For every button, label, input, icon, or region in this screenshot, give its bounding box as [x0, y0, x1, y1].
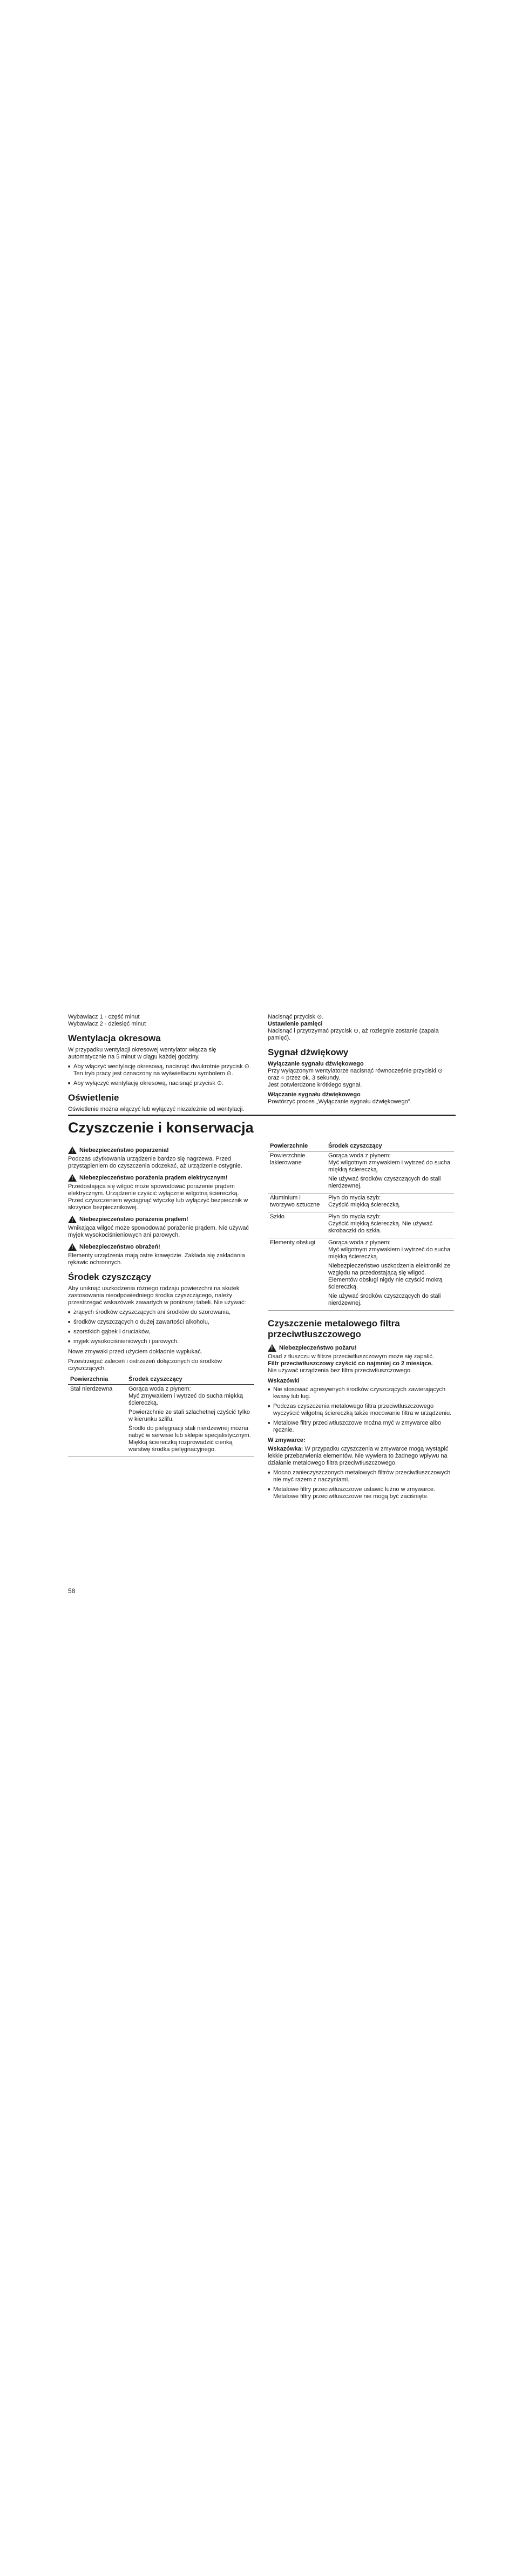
warning-fire-text-2: Nie używać urządzenia bez filtra przeciwtłuszczowego. [268, 1367, 412, 1374]
table-cell-agent: Gorąca woda z płynem: Myć wilgotnym zmywakiem i wytrzeć do sucha miękką ściereczką. Niebezpieczeństwo uszkodzenia elektroniki ze względu na przedostającą się wilgoć. Elementów obsługi nigdy nie czyścić mokrą ściereczką. Nie używać środków czyszczących do stali nierdzewnej. [326, 1238, 454, 1311]
table-cell-surface: Szkło [268, 1212, 326, 1238]
heading-sound-signal: Sygnał dźwiękowy [268, 1047, 349, 1057]
text-cleaning-agent: Aby uniknąć uszkodzenia różnego rodzaju powierzchni na skutek zastosowania nieodpowiedniego środka czyszczącego, należy przestrzegać wskazówek zawartych w poniższej tabeli. Nie używać: [68, 1285, 246, 1306]
table-header: Powierzchnia [68, 1375, 126, 1385]
heading-tips: Wskazówki [268, 1378, 300, 1384]
warning-burn-text: Podczas użytkowania urządzenie bardzo się nagrzewa. Przed przystąpieniem do czyszczenia odczekać, aż urządzenie ostygnie. [68, 1156, 242, 1169]
heading-periodic-ventilation: Wentylacja okresowa [68, 1033, 161, 1043]
list-do-not-use [68, 1309, 254, 1345]
list-item: ■ Metalowe filtry przeciwtłuszczowe ustawić luźno w zmywarce. Metalowe filtry przeciwtłuszczowe nie mogą być zaciśnięte. [268, 1486, 454, 1500]
warning-electric: ! Niebezpieczeństwo porażenia prądem elektrycznym! [68, 1174, 254, 1182]
cleaning-right-column [268, 1142, 454, 1503]
table-cell-surface: Aluminium i tworzywo sztuczne [268, 1193, 326, 1212]
heading-cleaning-agent: Środek czyszczący [68, 1272, 152, 1282]
table-header-row [68, 1375, 254, 1385]
section-header [68, 1119, 456, 1136]
heading-memory: Ustawienie pamięci [268, 1021, 323, 1027]
text-memory: Nacisnąć i przytrzymać przycisk ⊙, aż rozlegnie zostanie (zapala pamięć). [268, 1028, 439, 1041]
top-left-column [68, 1014, 254, 1116]
list-periodic-ventilation [68, 1063, 254, 1087]
text-press-button: Nacisnąć przycisk ⊙. [268, 1014, 324, 1020]
warning-icon [68, 1147, 77, 1154]
table-row [268, 1193, 454, 1212]
table-cell-surface: Powierzchnie lakierowane [268, 1151, 326, 1193]
text-sound-off: Przy wyłączonym wentylatorze nacisnąć równocześnie przyciski ⊙ oraz ○ przez ok. 3 sekundy. [268, 1068, 443, 1081]
warning-shock-text: Wnikająca wilgoć może spowodować porażenie prądem. Nie używać myjek wysokociśnieniowych ani parowych. [68, 1225, 249, 1238]
warning-icon [268, 1344, 276, 1352]
ventilation-note: Ten tryb pracy jest oznaczony na wyświetlaczu symbolem ⊙. [73, 1070, 233, 1077]
table-row [268, 1212, 454, 1238]
table-row [268, 1151, 454, 1193]
warning-fire-text: Osad z tłuszczu w filtrze przeciwtłuszczowym może się zapalić. [268, 1353, 435, 1360]
table-cell-agent: Płyn do mycia szyb: Czyścić miękką ściereczką. [326, 1193, 454, 1212]
text-rinse-sponges: Nowe zmywaki przed użyciem dokładnie wypłukać. [68, 1348, 202, 1355]
page-number: 58 [68, 1587, 76, 1595]
table-cell-agent: Płyn do mycia szyb: Czyścić miękką ściereczką. Nie używać skrobaczki do szkła. [326, 1212, 454, 1238]
subheading-sound-off: Wyłączanie sygnału dźwiękowego [268, 1061, 364, 1067]
list-item: ■ Aby wyłączyć wentylację okresową, nacisnąć przycisk ⊙. [68, 1080, 254, 1087]
table-cell-agent: Gorąca woda z płynem: Myć zmywakiem i wytrzeć do sucha miękką ściereczką. Powierzchnie ze stali szlachetnej czyścić tylko w kierunku szlifu. Środki do pielęgnacji stali nierdzewnej można nabyć w serwisie lub sklepie specjalistycznym. Miękką ściereczką rozprowadzić cienką warstwę środka pielęgnacyjnego. [126, 1385, 254, 1457]
list-item: ■ Metalowe filtry przeciwtłuszczowe można myć w zmywarce albo ręcznie. [268, 1420, 454, 1434]
note-text: W przypadku czyszczenia w zmywarce mogą wystąpić lekkie przebarwienia elementów. Nie wywiera to żadnego wpływu na działanie metalowego filtra przeciwtłuszczowego. [268, 1446, 449, 1466]
table-header: Powierzchnie [268, 1142, 326, 1151]
table-header: Środek czyszczący [326, 1142, 454, 1151]
warning-shock: ! Niebezpieczeństwo porażenia prądem! [68, 1216, 254, 1223]
list-item: ■ Podczas czyszczenia metalowego filtra przeciwtłuszczowego wyczyścić wilgotną ściereczką także mocowanie filtra w urządzeniu. [268, 1403, 454, 1417]
display-line-2: Wybawiacz 2 - dziesięć minut [68, 1021, 146, 1027]
display-line-1: Wybawiacz 1 - część minut [68, 1014, 140, 1020]
table-row [268, 1238, 454, 1311]
list-item: ■ Aby włączyć wentylację okresową, nacisnąć dwukrotnie przycisk ⊙. Ten tryb pracy jest oznaczony na wyświetlaczu symbolem ⊙. [68, 1063, 254, 1077]
list-item: ■ Mocno zanieczyszczonych metalowych filtrów przeciwtłuszczowych nie myć razem z naczyniami. [268, 1469, 454, 1483]
text-follow-instructions: Przestrzegać zaleceń i ostrzeżeń dołączonych do środków czyszczących. [68, 1358, 222, 1372]
warning-icon [68, 1174, 77, 1182]
text-dishwasher [268, 1446, 454, 1467]
cleaning-table-left [68, 1375, 254, 1457]
warning-fire: ! Niebezpieczeństwo pożaru! [268, 1344, 454, 1352]
heading-filter-cleaning: Czyszczenie metalowego filtra przeciwtłuszczowego [268, 1318, 400, 1339]
table-cell-surface: Elementy obsługi [268, 1238, 326, 1311]
text-periodic-ventilation: W przypadku wentylacji okresowej wentylator włącza się automatycznie na 5 minut w ciągu każdej godziny. [68, 1047, 216, 1060]
text-sound-confirm: Jest potwierdzone krótkiego sygnał. [268, 1082, 362, 1088]
list-dishwasher [268, 1469, 454, 1500]
note-lead: Wskazówka: [268, 1446, 303, 1452]
section-rule [68, 1115, 456, 1116]
list-item: ■ środków czyszczących o dużej zawartości alkoholu, [68, 1319, 254, 1326]
list-item: ■ myjek wysokociśnieniowych i parowych. [68, 1338, 254, 1345]
list-tips [268, 1386, 454, 1434]
table-row [68, 1385, 254, 1457]
cleaning-left-column [68, 1142, 254, 1461]
list-item: ■ żrących środków czyszczących ani środków do szorowania, [68, 1309, 254, 1316]
warning-electric-text: Przedostająca się wilgoć może spowodować porażenie prądem elektrycznym. Urządzenie czyścić wyłącznie wilgotną ściereczką. Przed czyszczeniem wyciągnąć wtyczkę lub wyłączyć bezpiecznik w skrzynce bezpiecznikowej. [68, 1183, 248, 1211]
table-cell-agent: Gorąca woda z płynem: Myć wilgotnym zmywakiem i wytrzeć do sucha miękką ściereczką. Nie używać środków czyszczących do stali nierdzewnej. [326, 1151, 454, 1193]
heading-lighting: Oświetlenie [68, 1093, 119, 1103]
list-item: ■ Nie stosować agresywnych środków czyszczących zawierających kwasy lub ług. [268, 1386, 454, 1400]
heading-dishwasher: W zmywarce: [268, 1437, 306, 1444]
warning-icon [68, 1243, 77, 1251]
text-sound-on: Powtórzyć proces „Wyłączanie sygnału dźwiękowego”. [268, 1098, 412, 1105]
text-lighting: Oświetlenie można włączyć lub wyłączyć niezależnie od wentylacji. [68, 1106, 245, 1112]
table-cell-surface: Stal nierdzewna [68, 1385, 126, 1457]
section-title: Czyszczenie i konserwacja [68, 1120, 254, 1136]
table-header-row [268, 1142, 454, 1151]
warning-icon [68, 1216, 77, 1223]
cleaning-table-right [268, 1142, 454, 1311]
subheading-sound-on: Włączanie sygnału dźwiękowego [268, 1091, 361, 1098]
list-item: ■ szorstkich gąbek i druciaków, [68, 1329, 254, 1336]
top-right-column [268, 1014, 454, 1108]
warning-injury: ! Niebezpieczeństwo obrażeń! [68, 1243, 254, 1251]
warning-burn: ! Niebezpieczeństwo poparzenia! [68, 1147, 254, 1154]
warning-injury-text: Elementy urządzenia mają ostre krawędzie. Zakłada się zakładania rękawic ochronnych. [68, 1252, 245, 1266]
warning-fire-bold: Filtr przeciwtłuszczowy czyścić co najmniej co 2 miesiące. [268, 1360, 433, 1367]
table-header: Środek czyszczący [126, 1375, 254, 1385]
